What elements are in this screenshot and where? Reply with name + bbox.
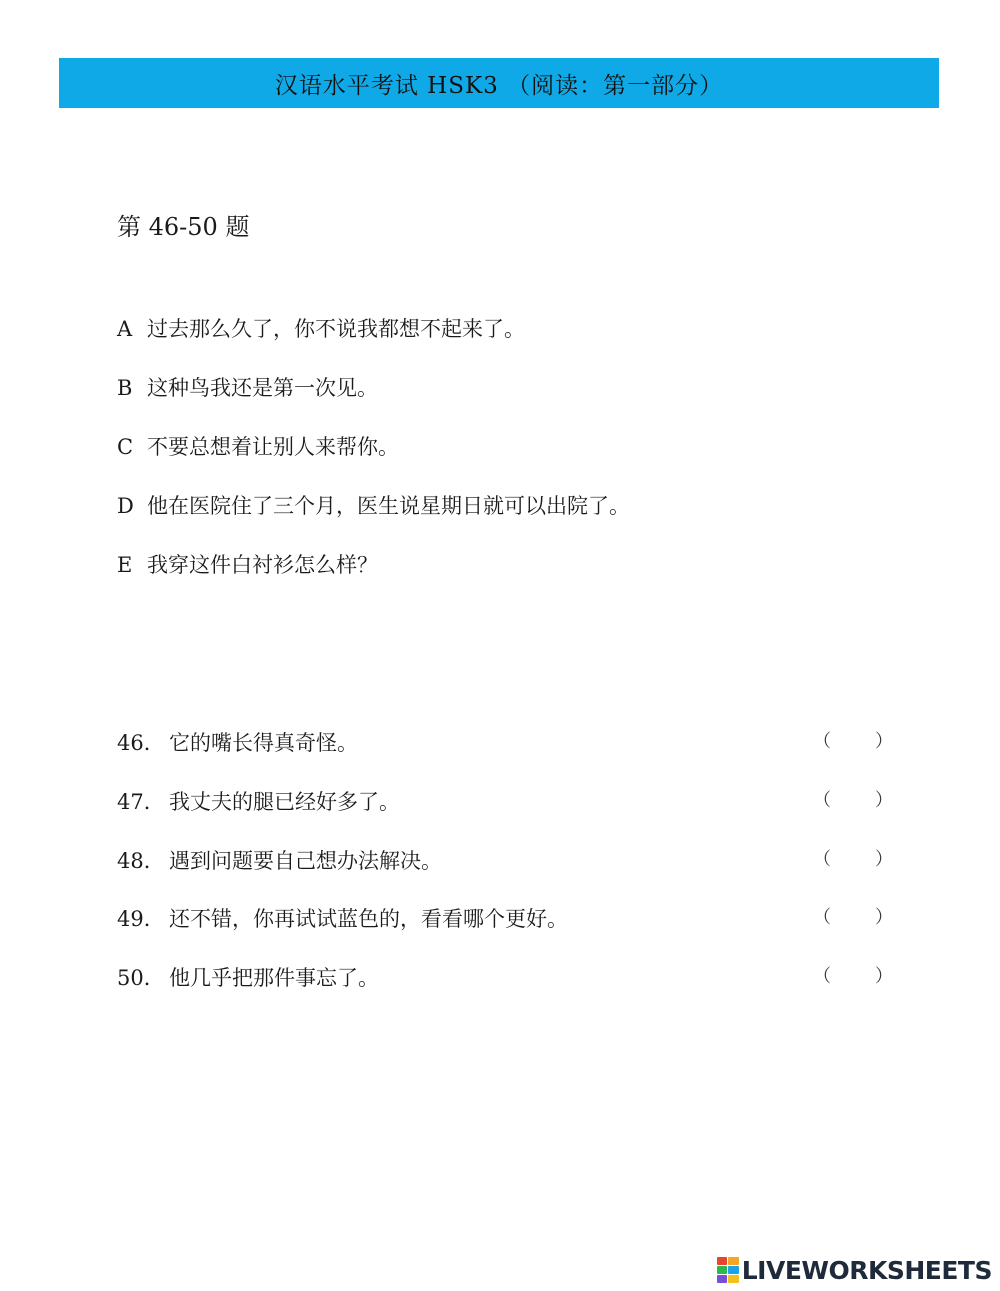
brand-name: LIVEWORKSHEETS bbox=[741, 1255, 992, 1285]
answer-input[interactable] bbox=[831, 903, 875, 925]
open-paren: （ bbox=[813, 966, 831, 987]
question-46 bbox=[117, 727, 897, 757]
close-paren: ） bbox=[875, 731, 893, 752]
answer-input[interactable] bbox=[831, 786, 875, 808]
question-text: 我丈夫的腿已经好多了。 bbox=[169, 790, 400, 814]
answer-field[interactable] bbox=[813, 727, 893, 753]
option-text: 这种鸟我还是第一次见。 bbox=[147, 376, 378, 400]
question-50 bbox=[117, 962, 897, 992]
question-text: 他几乎把那件事忘了。 bbox=[169, 966, 379, 990]
question-text: 它的嘴长得真奇怪。 bbox=[169, 731, 358, 755]
answer-input[interactable] bbox=[831, 962, 875, 984]
page-header-banner bbox=[59, 58, 939, 108]
open-paren: （ bbox=[813, 790, 831, 811]
question-47 bbox=[117, 786, 897, 816]
section-title: 第 46-50 题 bbox=[117, 213, 250, 241]
open-paren: （ bbox=[813, 849, 831, 870]
option-letter: C bbox=[117, 435, 134, 459]
open-paren: （ bbox=[813, 731, 831, 752]
question-number: 47． bbox=[117, 790, 165, 814]
question-text: 遇到问题要自己想办法解决。 bbox=[169, 849, 442, 873]
option-text: 过去那么久了，你不说我都想不起来了。 bbox=[147, 317, 525, 341]
option-e bbox=[117, 549, 378, 579]
option-letter: A bbox=[117, 317, 133, 341]
option-a bbox=[117, 313, 525, 343]
option-letter: D bbox=[117, 494, 134, 518]
option-letter: E bbox=[117, 553, 133, 577]
answer-field[interactable] bbox=[813, 903, 893, 929]
open-paren: （ bbox=[813, 907, 831, 928]
question-49 bbox=[117, 903, 897, 933]
answer-field[interactable] bbox=[813, 786, 893, 812]
option-text: 我穿这件白衬衫怎么样？ bbox=[147, 553, 378, 577]
answer-field[interactable] bbox=[813, 962, 893, 988]
option-b bbox=[117, 372, 378, 402]
close-paren: ） bbox=[875, 907, 893, 928]
option-text: 不要总想着让别人来帮你。 bbox=[147, 435, 399, 459]
close-paren: ） bbox=[875, 966, 893, 987]
question-number: 48． bbox=[117, 849, 165, 873]
page-title: 汉语水平考试 HSK3 （阅读：第一部分） bbox=[274, 72, 724, 99]
close-paren: ） bbox=[875, 790, 893, 811]
question-number: 50． bbox=[117, 966, 165, 990]
answer-field[interactable] bbox=[813, 845, 893, 871]
answer-input[interactable] bbox=[831, 727, 875, 749]
option-text: 他在医院住了三个月，医生说星期日就可以出院了。 bbox=[147, 494, 630, 518]
option-letter: B bbox=[117, 376, 133, 400]
question-number: 49． bbox=[117, 907, 165, 931]
option-c bbox=[117, 431, 399, 461]
liveworksheets-logo-icon bbox=[717, 1257, 739, 1283]
question-text: 还不错，你再试试蓝色的，看看哪个更好。 bbox=[169, 907, 568, 931]
question-48 bbox=[117, 845, 897, 875]
option-d bbox=[117, 490, 630, 520]
answer-input[interactable] bbox=[831, 845, 875, 867]
question-number: 46． bbox=[117, 731, 165, 755]
liveworksheets-brand[interactable] bbox=[717, 1255, 992, 1285]
close-paren: ） bbox=[875, 849, 893, 870]
